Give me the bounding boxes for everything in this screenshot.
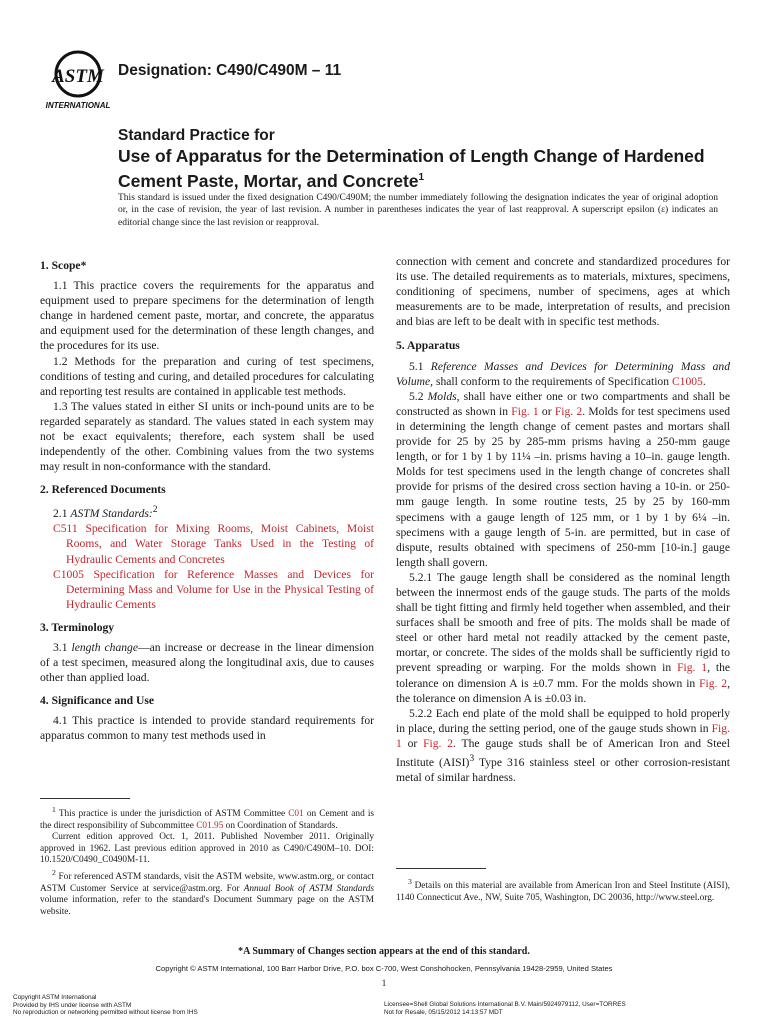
link-fig-1[interactable]: Fig. 1 <box>677 661 708 675</box>
page-number: 1 <box>381 978 387 988</box>
para-2-1: 2.1 ASTM Standards:$^2$ <box>53 504 158 521</box>
license-left-line: No reproduction or networking permitted without license from IHS <box>13 1009 198 1017</box>
right-column <box>396 254 730 785</box>
link-c1005[interactable]: C1005 <box>671 374 703 388</box>
reference-c511[interactable]: C511 Specification for Mixing Rooms, Moist Cabinets, Moist Rooms, and Water Storage Tanks Used in the Testing of Hydraulic Cements and Concretes <box>53 522 374 566</box>
para-5-2-1: 5.2.1 The gauge length shall be considered as the nominal length between the innermost ends of the gauge studs. The parts of the molds shall be tight fitting and firmly held together when assembled, and their surfaces shall be smooth and free of pits. The molds shall be made of steel or other hard metal not readily attacked by the cement paste, mortar, or concrete. The sides of the molds shall be sufficiently rigid to prevent spreading or warping. For the molds shown in Fig. 1, the tolerance on dimension A is ±0.7 mm. For the molds shown in Fig. 2, the tolerance on dimension A is ±0.03 in. <box>396 570 731 705</box>
footnote-1-edition: Current edition approved Oct. 1, 2011. Published November 2011. Originally approved in 1962. Last previous edition approved in 2010 as C490/C490M–10. DOI: 10.1520/C0490_C0490M-11. <box>40 832 374 866</box>
license-left-line: Provided by IHS under license with ASTM <box>13 1001 132 1009</box>
section-significance-heading: 4. Significance and Use <box>40 694 155 708</box>
footnote-3: $^3$ Details on this material are available from American Iron and Steel Institute (AISI), 1140 Connecticut Ave., NW, Suite 705, Washington, DC 20036, http://www.steel.org. <box>396 877 730 903</box>
para-5-2-2: 5.2.2 Each end plate of the mold shall be equipped to hold properly in place, during the setting period, one of the gauge studs shown in Fig. 1 or Fig. 2. The gauge studs shall be of American Iron and Steel Institute (AISI)$^3$ Type 316 stainless steel or other corrosion-resistant metal of similar hardness. <box>396 706 730 784</box>
license-right-line: Licensee=Shell Global Solutions International B.V. Main/5924979112, User=TORRES <box>384 1001 626 1008</box>
footnote-rule-left <box>40 798 130 799</box>
license-left <box>13 994 198 1017</box>
para-5-2: 5.2 Molds, shall have either one or two compartments and shall be constructed as shown in Fig. 1 or Fig. 2. Molds for test specimens used in determining the length change of cement pastes and mortars shall provide for 25 by 25 by 285-mm prisms having a 250-mm gauge length, or for 1 by 1 by 11¼ –in. prisms having a 10–in. gauge length. Molds for test specimens used in the length change of concretes shall provide for prisms of the desired cross section having a 10-in. or 250-mm gauge length. In some routine tests, 25 by 25 by 160-mm specimens with a gauge length of 125 mm, or 1 by 1 by 6¼ –in. specimens with a gauge length of 5-in. are permitted, but in case of dispute, results obtained with specimens of 250-mm [10-in.] gauge length shall govern. <box>396 389 731 569</box>
link-fig-2[interactable]: Fig. 2 <box>699 676 728 690</box>
page-title: Use of Apparatus for the Determination of Length Change of Hardened Cement Paste, Mortar, and Concrete$^1$ <box>118 146 705 191</box>
designation: Designation: C490/C490M – 11 <box>118 62 342 79</box>
link-fig-1[interactable]: Fig. 1 <box>511 404 539 418</box>
section-referenced-documents-heading: 2. Referenced Documents <box>40 483 166 497</box>
section-terminology-heading: 3. Terminology <box>40 620 115 634</box>
summary-note: *A Summary of Changes section appears at the end of this standard. <box>238 946 530 957</box>
title-pre: Standard Practice for <box>118 127 275 144</box>
link-fig-2[interactable]: Fig. 2 <box>554 404 583 418</box>
para-1-3: 1.3 The values stated in either SI units or inch-pound units are to be regarded separately as standard. The values stated in each system may not be exact equivalents; therefore, each system shall be used independently of the other. Combining values from the two systems may result in non-conformance with the standard. <box>40 399 374 474</box>
footnotes-right <box>396 876 730 904</box>
para-4-1-continued: connection with cement and concrete and standardized procedures for its use. The detailed requirements as to materials, mixtures, specimens, conditioning of specimens, number of specimens, ages at which measurements are to be made, interpretation of results, and precision and bias are left to be dealt with in specific test methods. <box>396 255 730 329</box>
copyright-line: Copyright © ASTM International, 100 Barr Harbor Drive, P.O. box C-700, West Conshohocken, Pennsylvania 19428-2959, United States <box>155 964 613 973</box>
logo-text: ASTM <box>52 66 104 87</box>
para-5-1: 5.1 Reference Masses and Devices for Determining Mass and Volume, shall conform to the requirements of Specification C1005. <box>396 359 730 388</box>
link-fig-1[interactable]: Fig. 1 <box>396 721 730 750</box>
issue-note: This standard is issued under the fixed designation C490/C490M; the number immediately following the designation indicates the year of original adoption or, in the case of revision, the year of last revision. A number in parentheses indicates the year of last reapproval. A superscript epsilon (ε) indicates an editorial change since the last revision or reapproval. <box>118 193 718 228</box>
section-apparatus-heading: 5. Apparatus <box>396 339 460 353</box>
para-1-2: 1.2 Methods for the preparation and curing of test specimens, conditions of testing and curing, and detailed procedures for calculating and reporting test results are contained in applicable test methods. <box>40 354 374 398</box>
footnote-2: $^2$ For referenced ASTM standards, visit the ASTM website, www.astm.org, or contact ASTM Customer Service at service@astm.org. For Annual Book of ASTM Standards volume information, refer to the standard's Document Summary page on the ASTM website. <box>40 868 375 917</box>
license-left-line: Copyright ASTM International <box>13 994 97 1001</box>
link-c0195[interactable]: C01.95 <box>196 820 224 831</box>
para-1-1: 1.1 This practice covers the requirements for the apparatus and equipment used to prepare specimens for the determination of length change in hardened cement paste, mortar, and concrete, the apparatus and equipment used for the determination of these length changes, and the procedures for its use. <box>40 279 374 353</box>
para-3-1: 3.1 length change—an increase or decrease in the linear dimension of a test specimen, measured along the longitudinal axis, due to causes other than applied load. <box>40 641 374 685</box>
link-fig-2[interactable]: Fig. 2 <box>423 736 454 750</box>
link-c01[interactable]: C01 <box>288 809 304 820</box>
para-4-1: 4.1 This practice is intended to provide standard requirements for apparatus common to many test methods used in <box>40 714 374 743</box>
license-right <box>384 1001 626 1016</box>
license-right-line: Not for Resale, 05/15/2012 14:13:57 MDT <box>384 1008 503 1016</box>
left-column <box>40 258 374 744</box>
reference-list <box>40 521 374 612</box>
footnotes-left <box>40 804 374 919</box>
section-scope-heading: 1. Scope* <box>40 259 87 272</box>
title-footnote-mark[interactable]: 1 <box>418 172 425 183</box>
logo-subtext: INTERNATIONAL <box>45 101 111 110</box>
title-block <box>118 126 718 192</box>
astm-logo <box>44 46 112 110</box>
footnote-rule-right <box>396 868 486 869</box>
footnote-1: $^1$ This practice is under the jurisdiction of ASTM Committee C01 on Cement and is the direct responsibility of Subcommittee C01.95 on Coordination of Standards. <box>40 805 375 831</box>
reference-c1005[interactable]: C1005 Specification for Reference Masses and Devices for Determining Mass and Volume for Use in the Physical Testing of Hydraulic Cements <box>53 567 374 611</box>
